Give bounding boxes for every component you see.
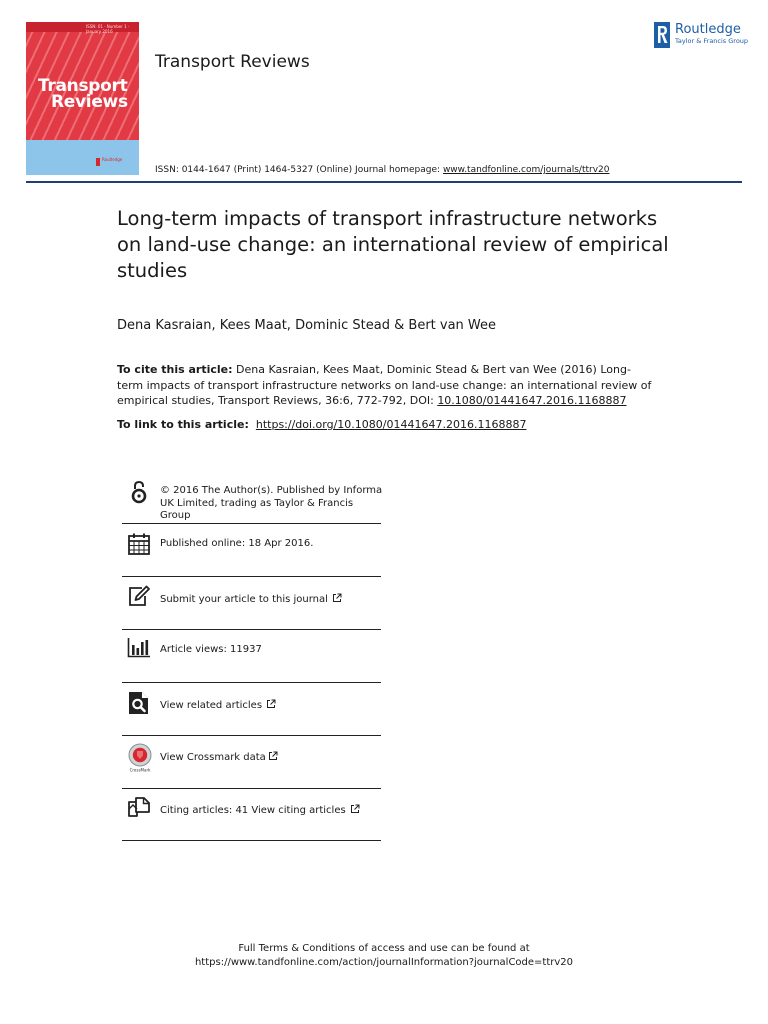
article-authors: Dena Kasraian, Kees Maat, Dominic Stead & Bert van Wee	[117, 318, 497, 333]
meta-published-row	[122, 530, 381, 570]
cite-label: To cite this article:	[117, 363, 233, 376]
related-articles-text: View related articles	[160, 700, 263, 711]
meta-views-row	[122, 636, 381, 676]
issn-line	[155, 165, 609, 175]
meta-divider	[122, 735, 381, 736]
external-link-icon	[332, 593, 342, 603]
journal-cover-image	[26, 22, 139, 175]
citing-icon	[127, 796, 151, 820]
meta-submit-row[interactable]	[122, 583, 381, 623]
meta-divider	[122, 788, 381, 789]
cite-text: Dena Kasraian, Kees Maat, Dominic Stead & Bert van Wee (2016) Long-term impacts of transport infrastructure networks on land-use change: an international review of empirical studies, Transport Reviews, 36:6, 772-792, DOI:	[117, 363, 652, 407]
issn-label: ISSN: 0144-1647 (Print) 1464-5327 (Online) Journal homepage:	[155, 165, 441, 175]
header-rule	[26, 181, 742, 183]
cover-strip-text: ISSN: 01 · Number 1 · January 2016	[86, 24, 130, 34]
cover-publisher-logo	[96, 158, 122, 166]
meta-divider	[122, 629, 381, 630]
meta-crossmark-row[interactable]	[122, 742, 381, 782]
link-label: To link to this article:	[117, 418, 249, 431]
article-link-block	[117, 417, 657, 432]
cover-title-line1: Transport	[38, 76, 128, 96]
article-views-text: Article views: 11937	[160, 644, 262, 655]
external-link-icon	[350, 804, 360, 814]
cover-logo-mark	[96, 158, 100, 166]
copyright-text: © 2016 The Author(s). Published by Informa UK Limited, trading as Taylor & Francis Group	[160, 485, 383, 521]
publisher-logo	[654, 22, 749, 50]
citing-articles-link[interactable]	[160, 804, 360, 818]
meta-related-row[interactable]	[122, 689, 381, 729]
external-link-icon	[268, 751, 278, 761]
citation-block	[117, 362, 657, 409]
search-document-icon	[127, 691, 151, 715]
crossmark-logo-text: CrossMark	[129, 767, 151, 773]
calendar-icon	[127, 532, 151, 556]
published-date-text: Published online: 18 Apr 2016.	[160, 538, 314, 549]
journal-title: Transport Reviews	[155, 52, 310, 72]
publisher-subtitle: Taylor & Francis Group	[675, 37, 749, 45]
crossmark-link[interactable]	[160, 751, 278, 765]
cover-logo-text: Routledge	[102, 157, 123, 162]
article-doi-url[interactable]: https://doi.org/10.1080/01441647.2016.1168887	[255, 418, 527, 431]
cover-title-line2: Reviews	[51, 92, 128, 112]
routledge-logo-icon	[654, 22, 670, 48]
meta-divider	[122, 840, 381, 841]
citing-articles-text: Citing articles: 41 View citing articles	[160, 805, 346, 816]
submit-article-link[interactable]	[160, 593, 342, 607]
journal-homepage-link[interactable]: www.tandfonline.com/journals/ttrv20	[442, 165, 610, 175]
edit-icon	[127, 584, 151, 608]
external-link-icon	[266, 699, 276, 709]
footer-terms-url[interactable]: https://www.tandfonline.com/action/journalInformation?journalCode=ttrv20	[194, 957, 574, 968]
footer	[0, 942, 768, 970]
crossmark-text: View Crossmark data	[160, 752, 266, 763]
meta-divider	[122, 576, 381, 577]
article-title: Long-term impacts of transport infrastructure networks on land-use change: an international review of empirical studies	[117, 207, 669, 282]
cover-header-strip	[26, 22, 139, 32]
crossmark-icon	[127, 743, 153, 773]
meta-divider	[122, 523, 381, 524]
related-articles-link[interactable]	[160, 699, 276, 713]
footer-terms-text: Full Terms & Conditions of access and use can be found at	[238, 943, 530, 954]
submit-article-text: Submit your article to this journal	[160, 594, 328, 605]
meta-citing-row[interactable]	[122, 795, 381, 835]
open-access-icon	[127, 480, 151, 504]
cite-doi-link[interactable]: 10.1080/01441647.2016.1168887	[437, 394, 627, 407]
bar-chart-icon	[127, 636, 151, 660]
meta-divider	[122, 682, 381, 683]
publisher-name: Routledge	[675, 22, 741, 37]
meta-copyright-row	[122, 480, 381, 522]
